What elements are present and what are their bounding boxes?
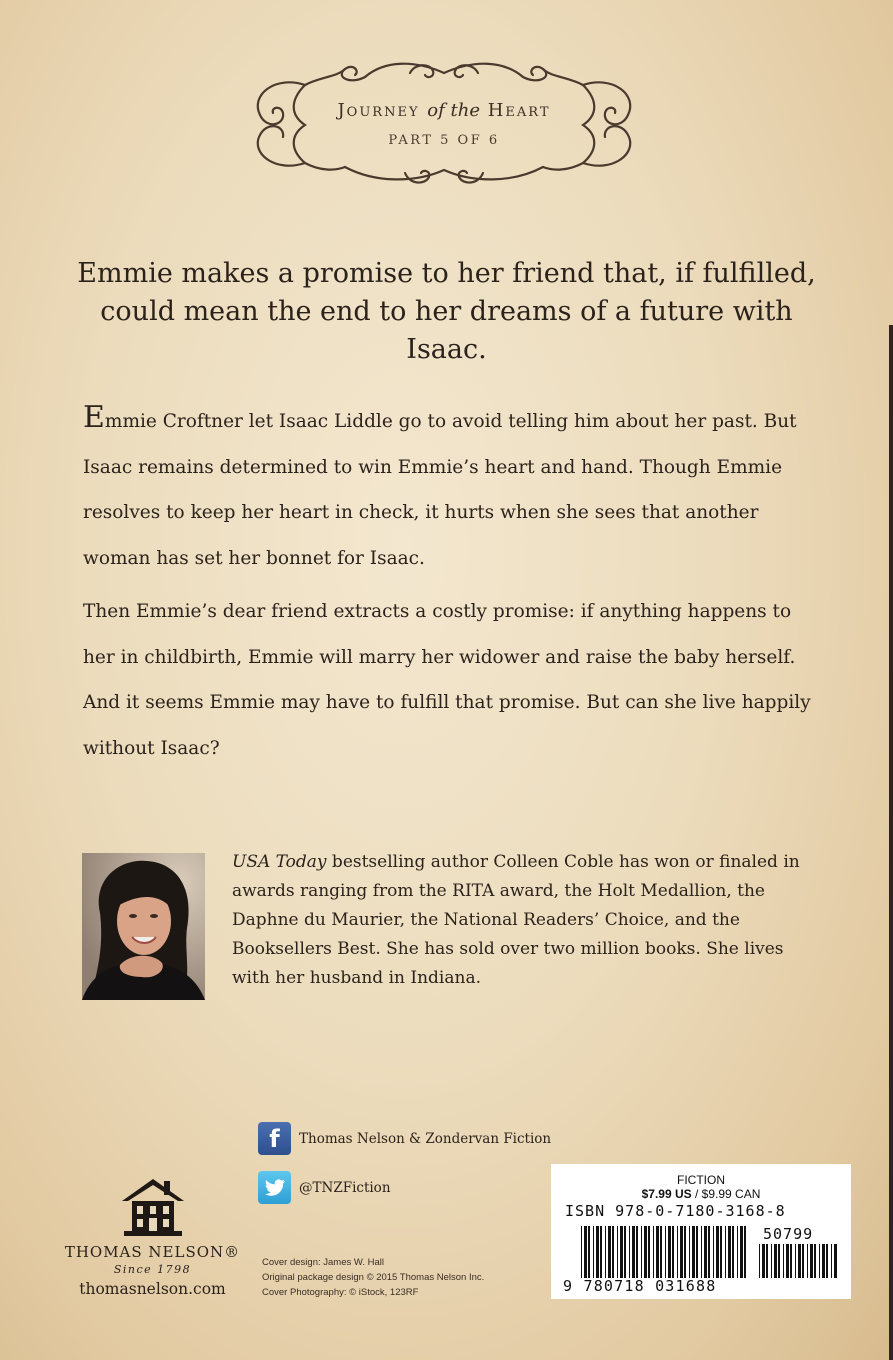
blurb-paragraph-1 bbox=[83, 395, 823, 581]
barcode-number: 9 780718 031688 bbox=[563, 1277, 717, 1295]
flourish-frame-icon bbox=[245, 55, 643, 190]
credit-photo: Cover Photography: © iStock, 123RF bbox=[262, 1287, 419, 1298]
credit-design: Cover design: James W. Hall bbox=[262, 1257, 384, 1268]
barcode-price-code: 50799 bbox=[763, 1225, 814, 1243]
barcode-price-us: $7.99 US bbox=[641, 1187, 692, 1201]
author-bio-text: bestselling author Colleen Coble has won or finaled in awards ranging from the RITA award, the Holt Medallion, the Daphne du Maurier, the National Readers’ Choice, and the Booksellers Best. She has sold over two million books. She lives with her husband in Indiana. bbox=[232, 852, 800, 988]
publisher-since: Since 1798 bbox=[113, 1263, 192, 1276]
barcode-bars-icon bbox=[581, 1226, 751, 1278]
social-twitter[interactable] bbox=[258, 1171, 391, 1204]
twitter-icon[interactable] bbox=[258, 1171, 291, 1204]
publisher-url[interactable]: thomasnelson.com bbox=[79, 1280, 226, 1298]
credits bbox=[262, 1255, 484, 1300]
facebook-icon[interactable]: f bbox=[258, 1122, 291, 1155]
house-logo-icon bbox=[118, 1175, 188, 1237]
publisher-name: THOMAS NELSON® bbox=[64, 1243, 241, 1261]
blurb bbox=[83, 395, 823, 771]
barcode-box bbox=[551, 1164, 851, 1299]
publisher-block bbox=[60, 1175, 245, 1298]
series-title-of-the: of the bbox=[427, 100, 480, 121]
twitter-label[interactable]: @TNZFiction bbox=[299, 1179, 391, 1196]
series-part: PART 5 OF 6 bbox=[388, 133, 500, 148]
barcode-isbn: ISBN 978-0-7180-3168-8 bbox=[565, 1202, 786, 1220]
drop-cap: E bbox=[83, 400, 105, 435]
credit-package: Original package design © 2015 Thomas Nelson Inc. bbox=[262, 1272, 485, 1283]
facebook-label[interactable]: Thomas Nelson & Zondervan Fiction bbox=[299, 1130, 552, 1147]
barcode-genre: FICTION bbox=[677, 1173, 725, 1187]
barcode-price-bars-icon bbox=[759, 1244, 839, 1278]
blurb-paragraph-2: Then Emmie’s dear friend extracts a costly promise: if anything happens to her in childbirth, Emmie will marry her widower and raise the baby herself. And it seems Emmie may have to fulfill that promise. But can she live happily without Isaac? bbox=[83, 601, 811, 759]
page-edge-shadow bbox=[889, 325, 893, 1360]
social-facebook[interactable] bbox=[258, 1122, 551, 1155]
series-title-last: Heart bbox=[487, 100, 551, 121]
author-bio bbox=[232, 848, 822, 993]
author-photo bbox=[82, 853, 205, 1000]
blurb-paragraph-1-text: mmie Croftner let Isaac Liddle go to avoid telling him about her past. But Isaac remains determined to win Emmie’s heart and hand. Though Emmie resolves to keep her heart in check, it hurts when she sees that another woman has set her bonnet for Isaac. bbox=[83, 411, 797, 569]
series-ornament bbox=[245, 55, 643, 190]
tagline: Emmie makes a promise to her friend that, if fulfilled, could mean the end to her dreams of a future with Isaac. bbox=[77, 258, 816, 365]
series-title bbox=[245, 100, 643, 121]
series-title-first: Journey bbox=[337, 100, 420, 121]
barcode-price bbox=[551, 1187, 851, 1201]
barcode-price-can: / $9.99 CAN bbox=[691, 1187, 761, 1201]
author-bio-publication: USA Today bbox=[232, 852, 327, 872]
